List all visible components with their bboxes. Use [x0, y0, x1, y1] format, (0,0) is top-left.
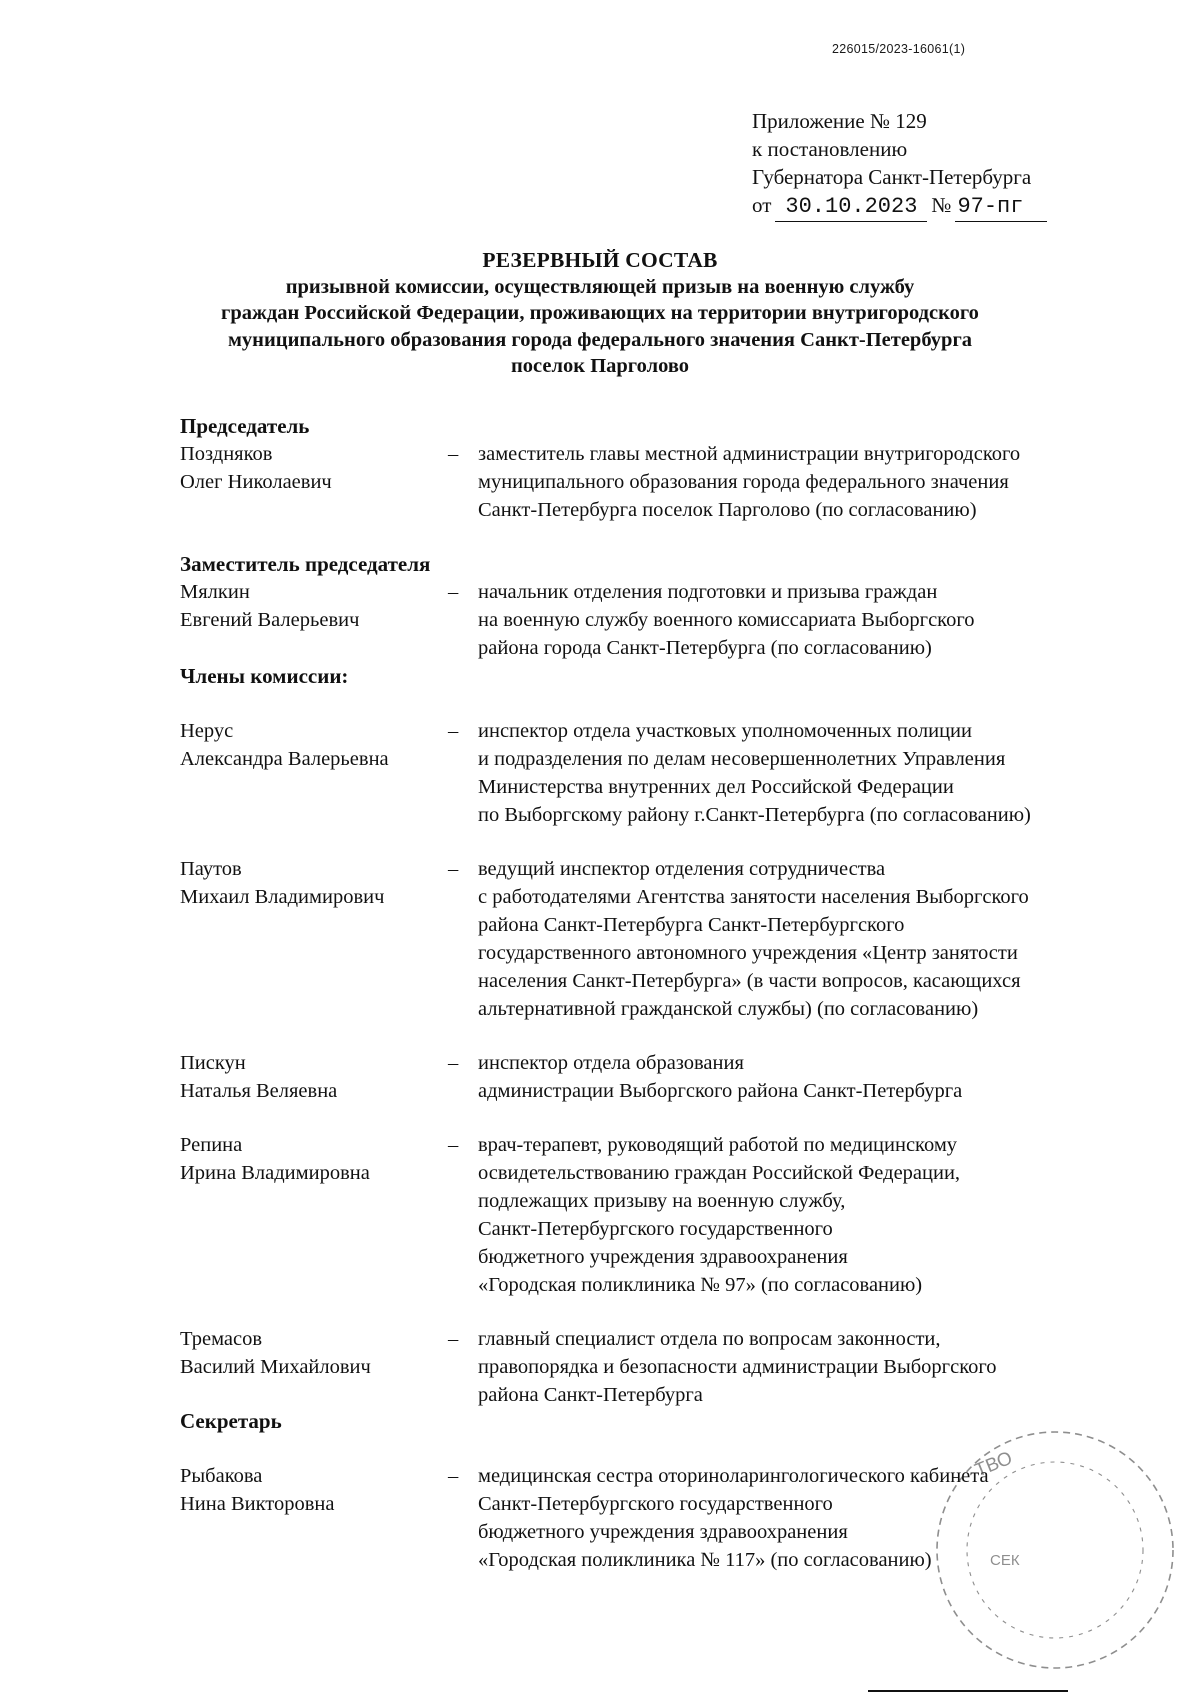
- date-prefix: от: [752, 193, 772, 217]
- role-line: и подразделения по делам несовершеннолетних Управления: [478, 748, 1006, 770]
- dash: –: [448, 720, 459, 742]
- member-name: [180, 1325, 440, 1381]
- role-line: муниципального образования города федерального значения: [478, 471, 1009, 493]
- stamp-outer-ring: [937, 1432, 1173, 1668]
- dash: –: [448, 1465, 459, 1487]
- annex-dateline: [752, 191, 1051, 222]
- member-name: [180, 1462, 440, 1518]
- title-line: поселок Парголово: [511, 355, 689, 377]
- member-surname: Тремасов: [180, 1328, 263, 1350]
- member-role: [478, 855, 1128, 1023]
- member-role: [478, 440, 1128, 524]
- role-line: «Городская поликлиника № 117» (по согласованию): [478, 1549, 932, 1571]
- role-line: «Городская поликлиника № 97» (по согласованию): [478, 1274, 923, 1296]
- member-role: [478, 1131, 1128, 1299]
- member-role: [478, 1049, 1128, 1105]
- role-line: подлежащих призыву на военную службу,: [478, 1190, 846, 1212]
- role-line: инспектор отдела участковых уполномоченных полиции: [478, 720, 972, 742]
- decree-date: 30.10.2023: [775, 193, 927, 222]
- member-given-name: Василий Михайлович: [180, 1356, 371, 1378]
- role-line: государственного автономного учреждения «Центр занятости: [478, 942, 1018, 964]
- dash: –: [448, 581, 459, 603]
- member-role: [478, 1325, 1128, 1409]
- role-line: медицинская сестра оториноларингологического кабинета: [478, 1465, 989, 1487]
- annex-line: Приложение № 129: [752, 109, 927, 133]
- dash: –: [448, 1052, 459, 1074]
- role-line: Санкт-Петербурга поселок Парголово (по согласованию): [478, 499, 977, 521]
- annex-block: [752, 107, 1051, 222]
- title-main: РЕЗЕРВНЫЙ СОСТАВ: [482, 248, 718, 272]
- member-given-name: Ирина Владимировна: [180, 1162, 370, 1184]
- registration-number: 226015/2023-16061(1): [832, 42, 966, 56]
- annex-line: Губернатора Санкт-Петербурга: [752, 165, 1032, 189]
- dash: –: [448, 1134, 459, 1156]
- stamp-fragment: ТВО: [972, 1447, 1016, 1482]
- role-line: Санкт-Петербургского государственного: [478, 1218, 833, 1240]
- decree-number: 97-пг: [955, 193, 1047, 222]
- role-line: освидетельствованию граждан Российской Федерации,: [478, 1162, 961, 1184]
- section-secretary: Секретарь: [180, 1409, 282, 1433]
- footer-rule: [868, 1690, 1068, 1692]
- member-given-name: Евгений Валерьевич: [180, 609, 360, 631]
- role-line: врач-терапевт, руководящий работой по медицинскому: [478, 1134, 958, 1156]
- dash: –: [448, 443, 459, 465]
- role-line: района города Санкт-Петербурга (по согласованию): [478, 637, 932, 659]
- member-name: [180, 717, 440, 773]
- member-given-name: Александра Валерьевна: [180, 748, 389, 770]
- member-surname: Паутов: [180, 858, 242, 880]
- member-name: [180, 1049, 440, 1105]
- role-line: правопорядка и безопасности администрации Выборгского: [478, 1356, 997, 1378]
- dash: –: [448, 858, 459, 880]
- role-line: с работодателями Агентства занятости населения Выборгского: [478, 886, 1029, 908]
- member-name: [180, 440, 440, 496]
- section-members: Члены комиссии:: [180, 664, 349, 688]
- number-prefix: №: [931, 193, 952, 217]
- role-line: бюджетного учреждения здравоохранения: [478, 1246, 848, 1268]
- role-line: альтернативной гражданской службы) (по согласованию): [478, 998, 979, 1020]
- stamp-fragment: СЕК: [990, 1552, 1020, 1569]
- role-line: населения Санкт-Петербурга» (в части вопросов, касающихся: [478, 970, 1021, 992]
- role-line: по Выборгскому району г.Санкт-Петербурга (по согласованию): [478, 804, 1031, 826]
- document-title: [150, 247, 1050, 380]
- annex-line: к постановлению: [752, 137, 908, 161]
- member-given-name: Нина Викторовна: [180, 1493, 335, 1515]
- title-line: призывной комиссии, осуществляющей призыв на военную службу: [285, 275, 915, 298]
- role-line: заместитель главы местной администрации внутригородского: [478, 443, 1021, 465]
- member-given-name: Наталья Веляевна: [180, 1080, 338, 1102]
- role-line: бюджетного учреждения здравоохранения: [478, 1521, 848, 1543]
- title-line: граждан Российской Федерации, проживающих на территории внутригородского: [221, 302, 979, 324]
- member-role: [478, 578, 1128, 662]
- member-surname: Рыбакова: [180, 1465, 263, 1487]
- role-line: инспектор отдела образования: [478, 1052, 744, 1074]
- member-name: [180, 855, 440, 911]
- role-line: начальник отделения подготовки и призыва граждан: [478, 581, 938, 603]
- stamp-inner-ring: [967, 1462, 1143, 1638]
- role-line: на военную службу военного комиссариата Выборгского: [478, 609, 975, 631]
- section-chairman: Председатель: [180, 414, 310, 438]
- member-surname: Нерус: [180, 720, 234, 742]
- title-line: муниципального образования города федерального значения Санкт-Петербурга: [227, 328, 973, 351]
- dash: –: [448, 1328, 459, 1350]
- member-name: [180, 578, 440, 634]
- member-role: [478, 717, 1128, 829]
- role-line: ведущий инспектор отделения сотрудничества: [478, 858, 886, 880]
- section-deputy: Заместитель председателя: [180, 552, 431, 576]
- member-surname: Мялкин: [180, 581, 250, 603]
- role-line: главный специалист отдела по вопросам законности,: [478, 1328, 941, 1350]
- member-surname: Пискун: [180, 1052, 246, 1074]
- role-line: администрации Выборгского района Санкт-Петербурга: [478, 1080, 963, 1102]
- official-stamp: [930, 1425, 1180, 1675]
- role-line: Министерства внутренних дел Российской Федерации: [478, 776, 954, 798]
- member-given-name: Олег Николаевич: [180, 471, 332, 493]
- member-surname: Репина: [180, 1134, 243, 1156]
- role-line: района Санкт-Петербурга Санкт-Петербургского: [478, 914, 905, 936]
- member-given-name: Михаил Владимирович: [180, 886, 385, 908]
- member-surname: Поздняков: [180, 443, 273, 465]
- role-line: Санкт-Петербургского государственного: [478, 1493, 833, 1515]
- role-line: района Санкт-Петербурга: [478, 1384, 703, 1406]
- member-name: [180, 1131, 440, 1187]
